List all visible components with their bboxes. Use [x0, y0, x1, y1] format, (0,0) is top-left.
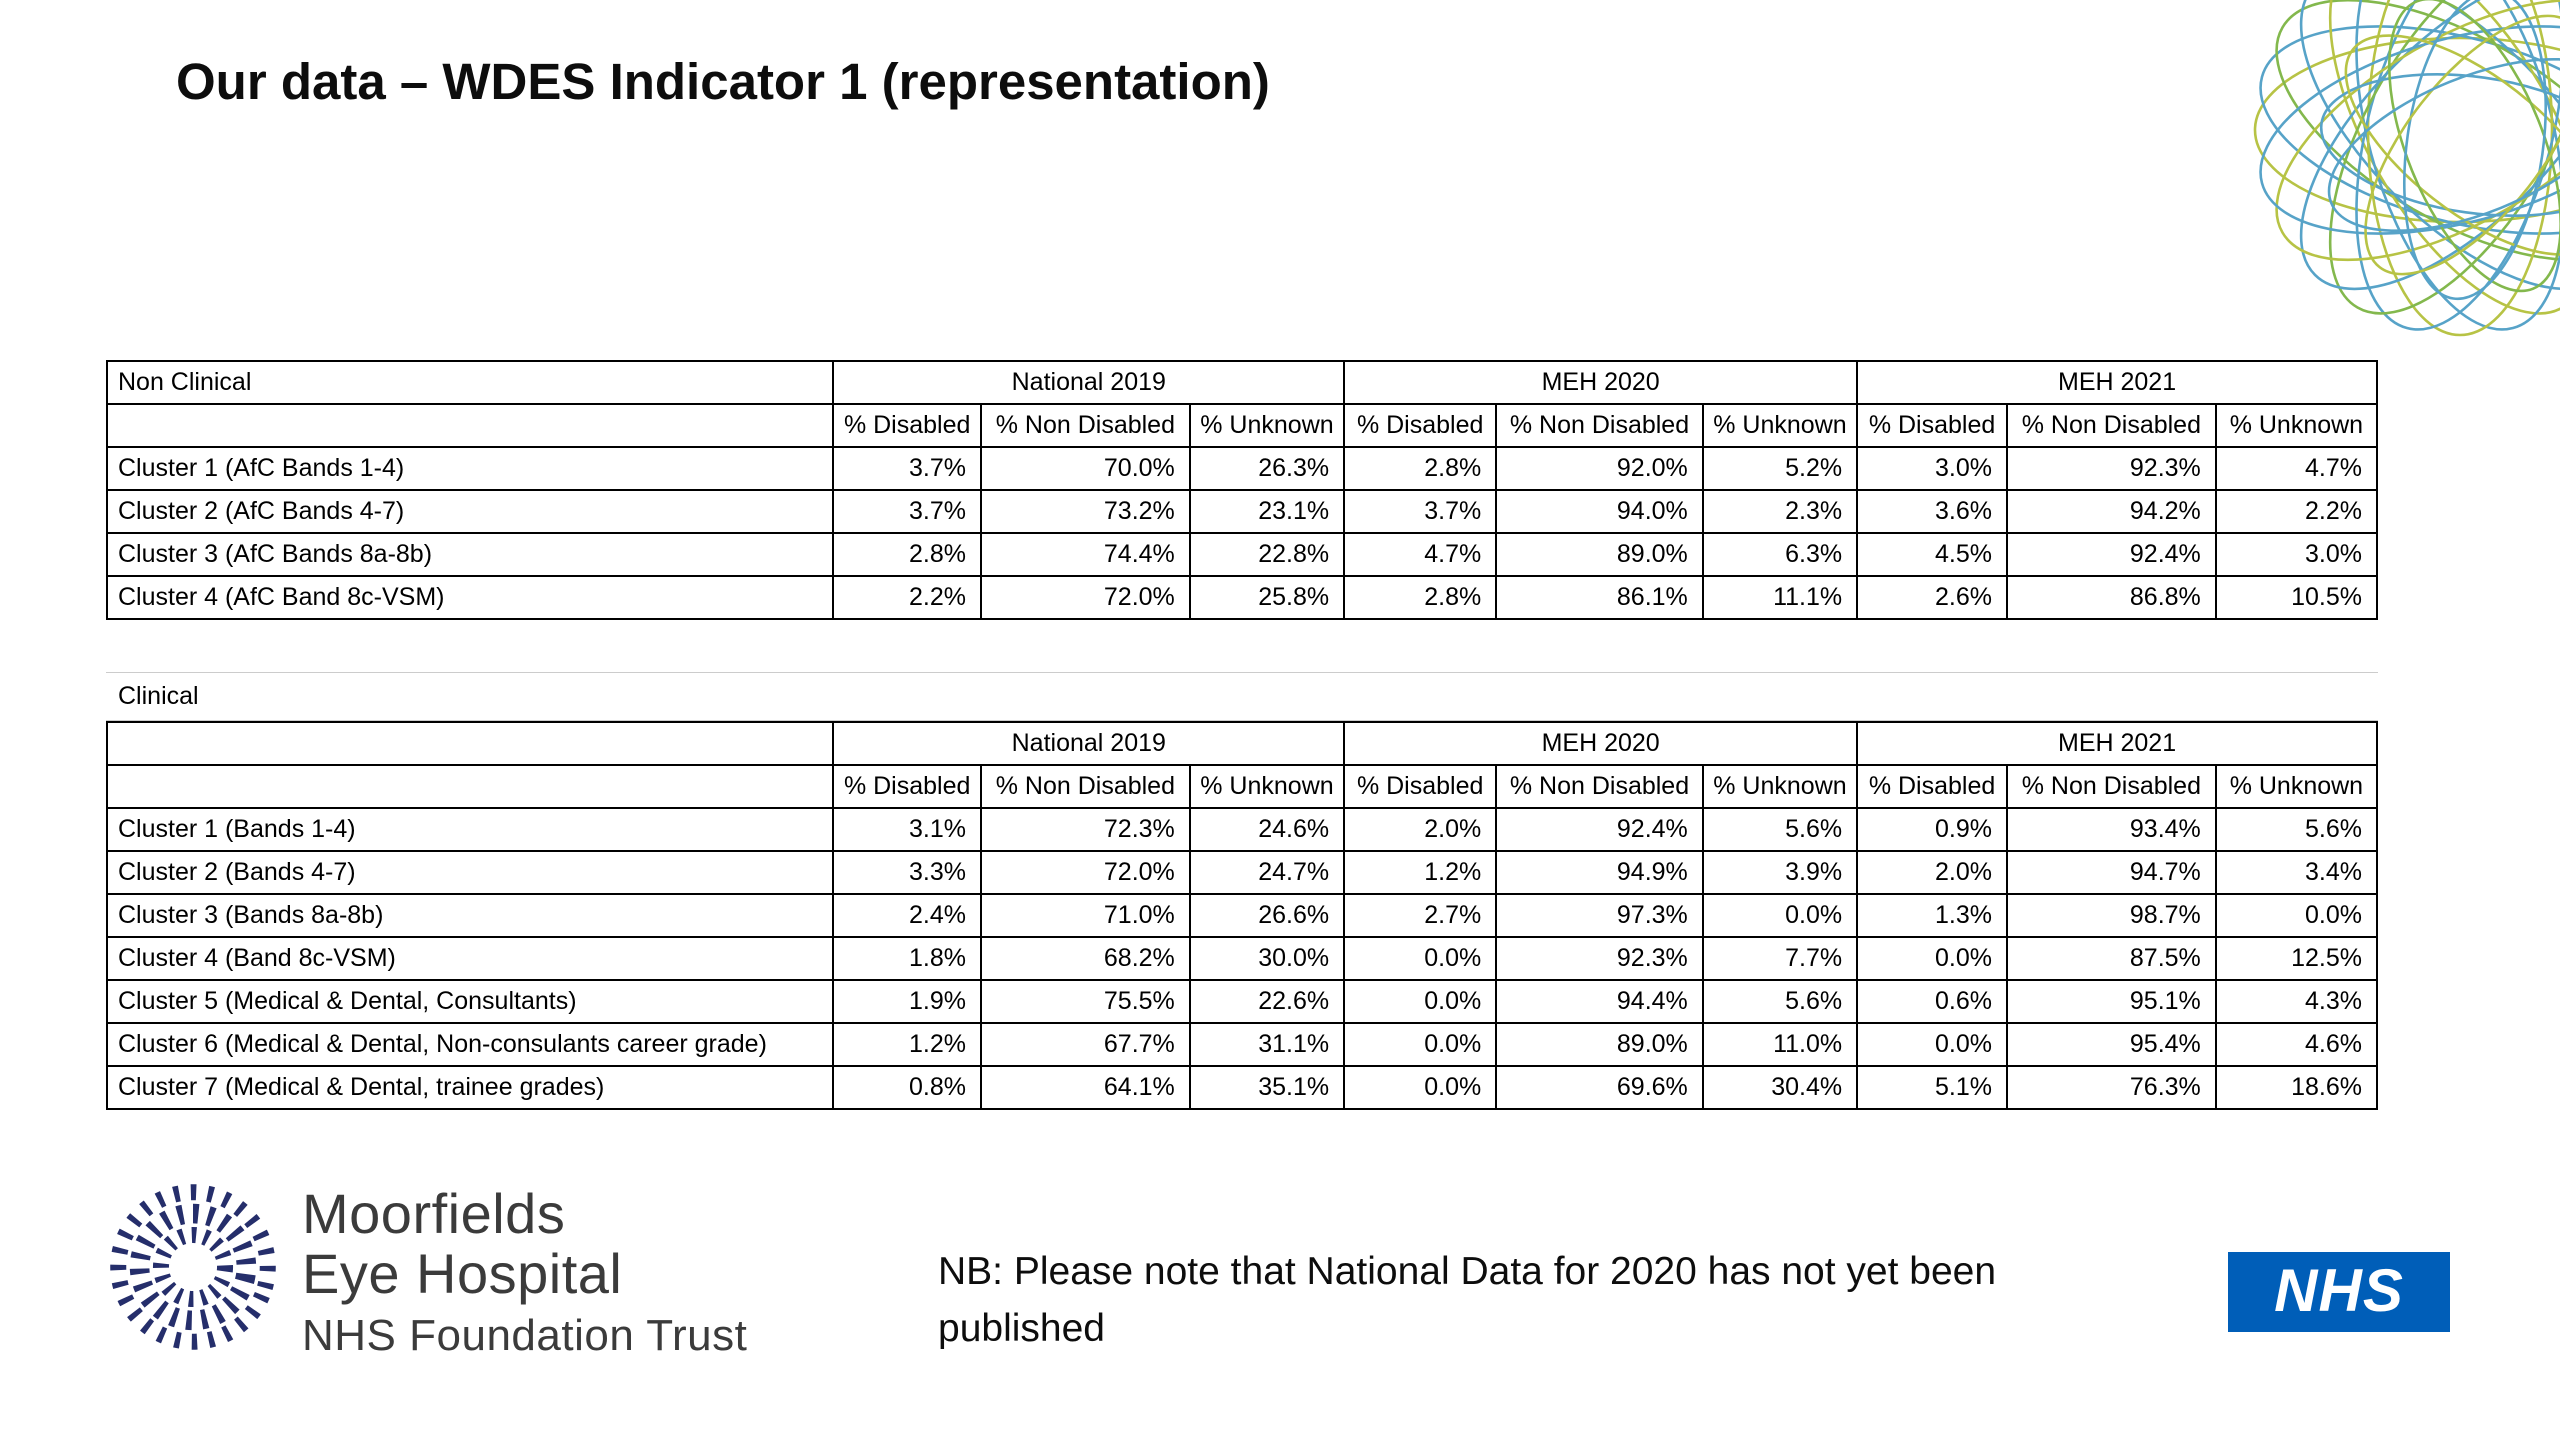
value-cell: 1.9%: [833, 980, 981, 1023]
value-cell: 3.9%: [1703, 851, 1857, 894]
value-cell: 3.1%: [833, 808, 981, 851]
value-cell: 7.7%: [1703, 937, 1857, 980]
value-cell: 64.1%: [981, 1066, 1190, 1109]
value-cell: 86.8%: [2007, 576, 2216, 619]
group-header-meh-2020: MEH 2020: [1344, 361, 1857, 404]
value-cell: 5.2%: [1703, 447, 1857, 490]
clinical-table: [106, 721, 2378, 1110]
table-row: [107, 490, 2377, 533]
value-cell: 30.0%: [1190, 937, 1344, 980]
page-title: Our data – WDES Indicator 1 (representation): [176, 53, 1270, 110]
col-header-unknown: % Unknown: [1703, 765, 1857, 808]
value-cell: 0.9%: [1857, 808, 2007, 851]
value-cell: 10.5%: [2216, 576, 2377, 619]
value-cell: 3.7%: [833, 447, 981, 490]
value-cell: 26.6%: [1190, 894, 1344, 937]
row-label: Cluster 2 (Bands 4-7): [107, 851, 833, 894]
col-header-non-disabled: % Non Disabled: [2007, 404, 2216, 447]
value-cell: 2.0%: [1344, 808, 1496, 851]
value-cell: 4.6%: [2216, 1023, 2377, 1066]
table-row: [107, 937, 2377, 980]
value-cell: 1.8%: [833, 937, 981, 980]
col-header-non-disabled: % Non Disabled: [981, 765, 1190, 808]
table-row: [107, 1066, 2377, 1109]
value-cell: 24.7%: [1190, 851, 1344, 894]
value-cell: 95.1%: [2007, 980, 2216, 1023]
value-cell: 24.6%: [1190, 808, 1344, 851]
value-cell: 4.5%: [1857, 533, 2007, 576]
table-row: [107, 1023, 2377, 1066]
value-cell: 22.8%: [1190, 533, 1344, 576]
value-cell: 67.7%: [981, 1023, 1190, 1066]
value-cell: 5.6%: [1703, 980, 1857, 1023]
row-label: Cluster 2 (AfC Bands 4-7): [107, 490, 833, 533]
table-row: [107, 576, 2377, 619]
nhs-logo: [2228, 1252, 2450, 1332]
value-cell: 74.4%: [981, 533, 1190, 576]
row-label: Cluster 1 (AfC Bands 1-4): [107, 447, 833, 490]
value-cell: 5.6%: [1703, 808, 1857, 851]
col-header-disabled: % Disabled: [1857, 765, 2007, 808]
group-header-row: [107, 361, 2377, 404]
group-header-meh-2021: MEH 2021: [1857, 361, 2377, 404]
value-cell: 94.2%: [2007, 490, 2216, 533]
value-cell: 70.0%: [981, 447, 1190, 490]
col-header-disabled: % Disabled: [1344, 765, 1496, 808]
value-cell: 0.0%: [1857, 937, 2007, 980]
value-cell: 12.5%: [2216, 937, 2377, 980]
row-label: Cluster 4 (Band 8c-VSM): [107, 937, 833, 980]
value-cell: 35.1%: [1190, 1066, 1344, 1109]
moorfields-logo-text: [302, 1178, 747, 1364]
value-cell: 0.0%: [2216, 894, 2377, 937]
col-header-non-disabled: % Non Disabled: [2007, 765, 2216, 808]
col-header-disabled: % Disabled: [833, 765, 981, 808]
value-cell: 22.6%: [1190, 980, 1344, 1023]
table-row: [107, 894, 2377, 937]
section-label-clinical-text: Clinical: [118, 682, 199, 710]
value-cell: 92.3%: [1496, 937, 1703, 980]
group-header-national-2019: National 2019: [833, 361, 1344, 404]
value-cell: 0.0%: [1857, 1023, 2007, 1066]
value-cell: 94.4%: [1496, 980, 1703, 1023]
value-cell: 3.3%: [833, 851, 981, 894]
value-cell: 76.3%: [2007, 1066, 2216, 1109]
value-cell: 97.3%: [1496, 894, 1703, 937]
row-label: Cluster 4 (AfC Band 8c-VSM): [107, 576, 833, 619]
value-cell: 3.7%: [833, 490, 981, 533]
moorfields-logo: [104, 1178, 747, 1364]
section-label-clinical: [106, 673, 2378, 721]
value-cell: 4.7%: [2216, 447, 2377, 490]
value-cell: 5.6%: [2216, 808, 2377, 851]
value-cell: 6.3%: [1703, 533, 1857, 576]
value-cell: 0.0%: [1344, 1023, 1496, 1066]
col-header-disabled: % Disabled: [1344, 404, 1496, 447]
value-cell: 11.1%: [1703, 576, 1857, 619]
corner-cell: [107, 765, 833, 808]
corner-cell: [107, 404, 833, 447]
value-cell: 2.8%: [1344, 576, 1496, 619]
value-cell: 2.2%: [833, 576, 981, 619]
sub-header-row: [107, 765, 2377, 808]
value-cell: 92.4%: [1496, 808, 1703, 851]
table-row: [107, 447, 2377, 490]
value-cell: 72.0%: [981, 851, 1190, 894]
tables-container: [106, 360, 2378, 1110]
value-cell: 2.8%: [833, 533, 981, 576]
value-cell: 75.5%: [981, 980, 1190, 1023]
value-cell: 0.0%: [1344, 1066, 1496, 1109]
col-header-unknown: % Unknown: [1190, 765, 1344, 808]
value-cell: 3.7%: [1344, 490, 1496, 533]
col-header-disabled: % Disabled: [833, 404, 981, 447]
value-cell: 69.6%: [1496, 1066, 1703, 1109]
moorfields-logo-mark: [104, 1178, 282, 1356]
value-cell: 11.0%: [1703, 1023, 1857, 1066]
value-cell: 1.2%: [833, 1023, 981, 1066]
value-cell: 5.1%: [1857, 1066, 2007, 1109]
row-label: Cluster 7 (Medical & Dental, trainee grades): [107, 1066, 833, 1109]
value-cell: 98.7%: [2007, 894, 2216, 937]
moorfields-line1: Moorfields: [302, 1182, 566, 1245]
value-cell: 94.0%: [1496, 490, 1703, 533]
value-cell: 72.0%: [981, 576, 1190, 619]
value-cell: 0.0%: [1344, 937, 1496, 980]
col-header-non-disabled: % Non Disabled: [981, 404, 1190, 447]
value-cell: 31.1%: [1190, 1023, 1344, 1066]
row-label: Cluster 6 (Medical & Dental, Non-consulants career grade): [107, 1023, 833, 1066]
value-cell: 2.4%: [833, 894, 981, 937]
col-header-unknown: % Unknown: [2216, 404, 2377, 447]
section-label-non-clinical: Non Clinical: [107, 361, 833, 404]
col-header-unknown: % Unknown: [1190, 404, 1344, 447]
value-cell: 93.4%: [2007, 808, 2216, 851]
moorfields-line2: Eye Hospital: [302, 1242, 623, 1305]
value-cell: 4.7%: [1344, 533, 1496, 576]
col-header-unknown: % Unknown: [1703, 404, 1857, 447]
value-cell: 2.7%: [1344, 894, 1496, 937]
value-cell: 73.2%: [981, 490, 1190, 533]
value-cell: 89.0%: [1496, 533, 1703, 576]
col-header-disabled: % Disabled: [1857, 404, 2007, 447]
value-cell: 3.4%: [2216, 851, 2377, 894]
value-cell: 0.0%: [1703, 894, 1857, 937]
value-cell: 95.4%: [2007, 1023, 2216, 1066]
value-cell: 2.3%: [1703, 490, 1857, 533]
row-label: Cluster 3 (AfC Bands 8a-8b): [107, 533, 833, 576]
group-header-meh-2020: MEH 2020: [1344, 722, 1857, 765]
value-cell: 86.1%: [1496, 576, 1703, 619]
value-cell: 3.6%: [1857, 490, 2007, 533]
table-row: [107, 851, 2377, 894]
value-cell: 30.4%: [1703, 1066, 1857, 1109]
value-cell: 2.6%: [1857, 576, 2007, 619]
nhs-logo-text: NHS: [2274, 1256, 2404, 1324]
value-cell: 2.0%: [1857, 851, 2007, 894]
value-cell: 0.8%: [833, 1066, 981, 1109]
group-header-national-2019: National 2019: [833, 722, 1344, 765]
table-row: [107, 533, 2377, 576]
value-cell: 94.9%: [1496, 851, 1703, 894]
value-cell: 72.3%: [981, 808, 1190, 851]
value-cell: 92.4%: [2007, 533, 2216, 576]
value-cell: 3.0%: [1857, 447, 2007, 490]
group-header-meh-2021: MEH 2021: [1857, 722, 2377, 765]
value-cell: 1.3%: [1857, 894, 2007, 937]
col-header-non-disabled: % Non Disabled: [1496, 404, 1703, 447]
value-cell: 3.0%: [2216, 533, 2377, 576]
row-label: Cluster 1 (Bands 1-4): [107, 808, 833, 851]
note-text: NB: Please note that National Data for 2020 has not yet been published: [938, 1250, 1997, 1350]
moorfields-line3: NHS Foundation Trust: [302, 1311, 748, 1360]
value-cell: 2.2%: [2216, 490, 2377, 533]
value-cell: 92.3%: [2007, 447, 2216, 490]
value-cell: 1.2%: [1344, 851, 1496, 894]
table-row: [107, 808, 2377, 851]
corner-cell: [107, 722, 833, 765]
spacer-row: [106, 620, 2378, 673]
value-cell: 25.8%: [1190, 576, 1344, 619]
row-label: Cluster 5 (Medical & Dental, Consultants): [107, 980, 833, 1023]
col-header-non-disabled: % Non Disabled: [1496, 765, 1703, 808]
group-header-row: [107, 722, 2377, 765]
value-cell: 4.3%: [2216, 980, 2377, 1023]
value-cell: 89.0%: [1496, 1023, 1703, 1066]
col-header-unknown: % Unknown: [2216, 765, 2377, 808]
sub-header-row: [107, 404, 2377, 447]
value-cell: 18.6%: [2216, 1066, 2377, 1109]
value-cell: 0.6%: [1857, 980, 2007, 1023]
non-clinical-table: [106, 360, 2378, 620]
value-cell: 71.0%: [981, 894, 1190, 937]
value-cell: 26.3%: [1190, 447, 1344, 490]
table-row: [107, 980, 2377, 1023]
value-cell: 94.7%: [2007, 851, 2216, 894]
value-cell: 2.8%: [1344, 447, 1496, 490]
row-label: Cluster 3 (Bands 8a-8b): [107, 894, 833, 937]
value-cell: 68.2%: [981, 937, 1190, 980]
value-cell: 92.0%: [1496, 447, 1703, 490]
value-cell: 23.1%: [1190, 490, 1344, 533]
value-cell: 87.5%: [2007, 937, 2216, 980]
value-cell: 0.0%: [1344, 980, 1496, 1023]
